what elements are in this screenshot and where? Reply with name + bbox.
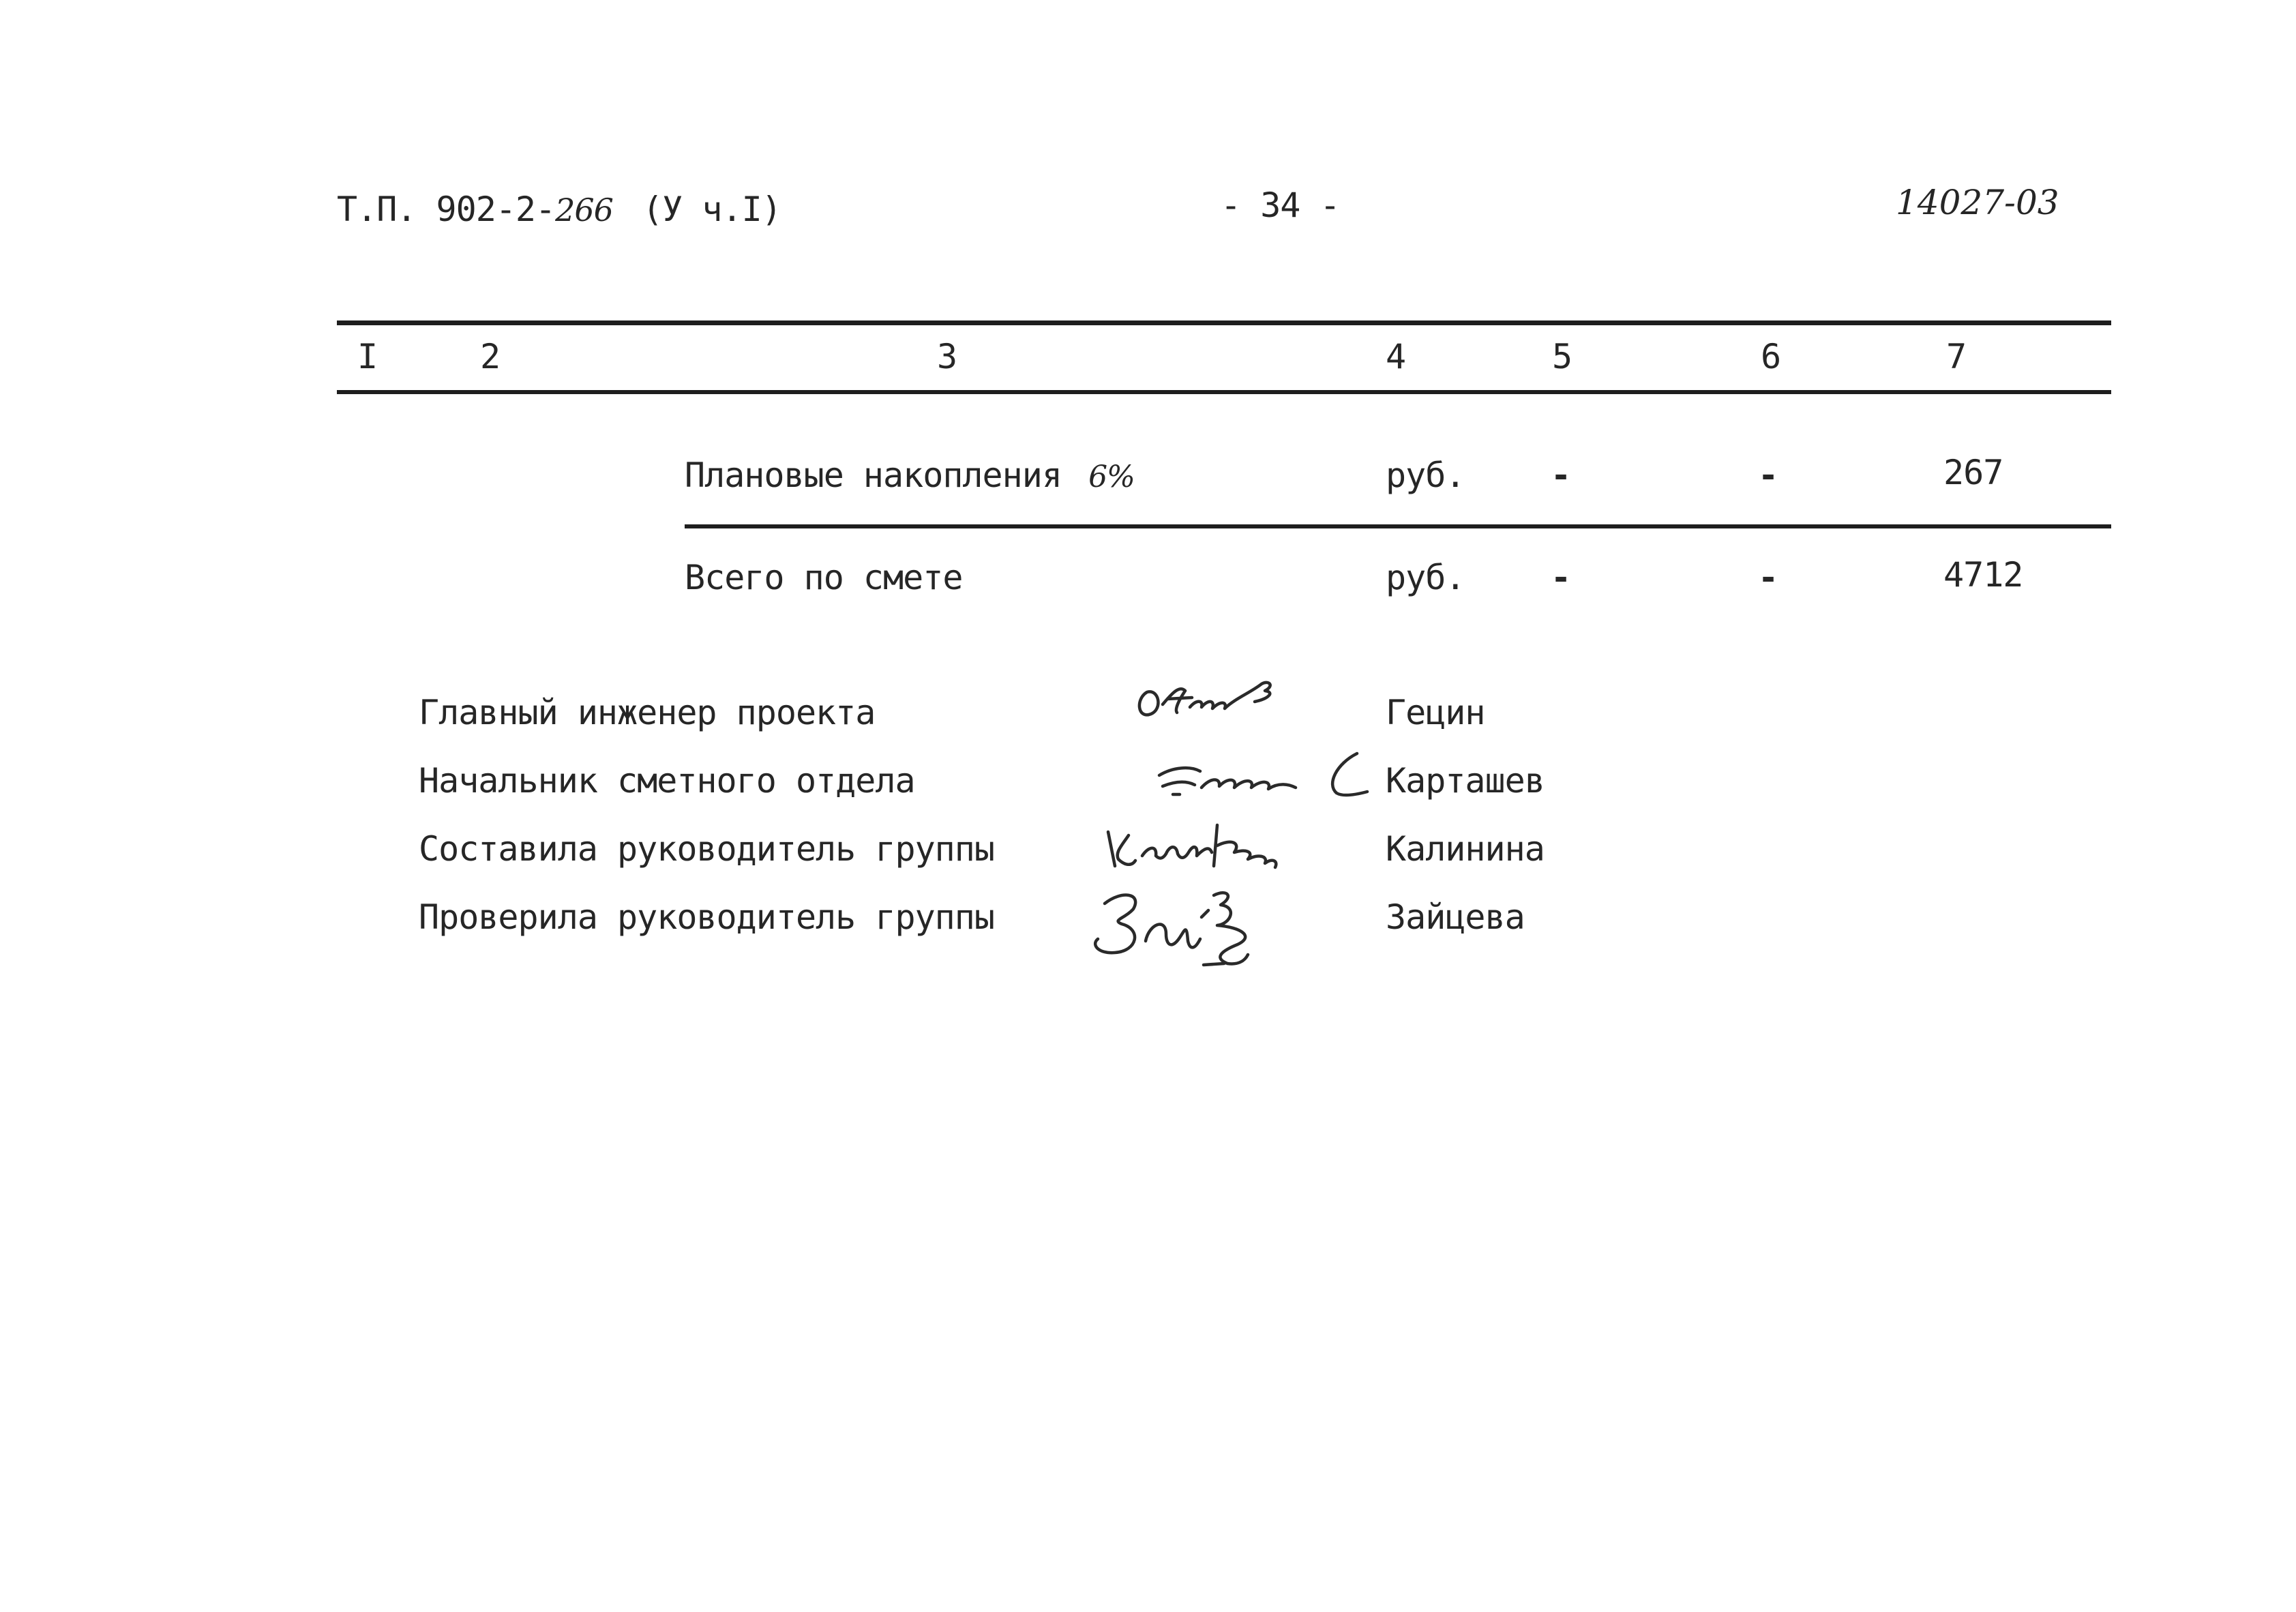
column-header-3: 3 <box>937 337 957 376</box>
row-col6: - <box>1758 456 1778 495</box>
handwritten-signature-2 <box>1152 747 1371 808</box>
row-col6: - <box>1758 558 1778 597</box>
row-col5: - <box>1551 558 1571 597</box>
signature-role-chief-engineer: Главный инженер проекта <box>419 693 876 732</box>
handwritten-signature-3 <box>1094 818 1320 880</box>
table-row-total: Всего по смете <box>685 558 963 597</box>
column-header-5: 5 <box>1552 337 1572 376</box>
column-header-2: 2 <box>480 337 501 376</box>
column-header-4: 4 <box>1386 337 1406 376</box>
signature-role-compiled-by: Составила руководитель группы <box>419 829 994 869</box>
handwritten-signature-1 <box>1132 672 1289 726</box>
table-row <box>685 456 1135 495</box>
row-unit: руб. <box>1386 558 1465 597</box>
table-top-rule <box>337 320 2111 325</box>
doc-prefix: Т.П. 902-2- <box>337 190 556 229</box>
signature-name-chief-engineer: Гецин <box>1386 693 1485 732</box>
signature-role-estimate-head: Начальник сметного отдела <box>419 761 915 801</box>
row-col7: 4712 <box>1943 555 2023 595</box>
column-header-1: I <box>357 337 378 376</box>
signature-name-compiled-by: Калинина <box>1386 829 1545 869</box>
doc-suffix: (У ч.I) <box>642 190 781 229</box>
page-number: - 34 - <box>1221 185 1340 225</box>
document-code <box>337 190 781 229</box>
column-header-6: 6 <box>1761 337 1781 376</box>
signature-name-checked-by: Зайцева <box>1386 897 1525 937</box>
signature-name-estimate-head: Карташев <box>1386 761 1545 801</box>
row-percent: 6% <box>1088 460 1135 494</box>
column-header-7: 7 <box>1946 337 1967 376</box>
table-header-bottom-rule <box>337 390 2111 394</box>
row-col7: 267 <box>1943 453 2003 492</box>
row-unit: руб. <box>1386 456 1465 495</box>
row-separator-rule <box>685 524 2111 528</box>
reference-number-handwritten: 14027-03 <box>1896 183 2059 222</box>
doc-number-handwritten: 266 <box>555 192 613 228</box>
row-name: Плановые накопления <box>685 456 1062 495</box>
row-col5: - <box>1551 456 1571 495</box>
signature-role-checked-by: Проверила руководитель группы <box>419 897 994 937</box>
handwritten-signature-4 <box>1084 876 1302 985</box>
